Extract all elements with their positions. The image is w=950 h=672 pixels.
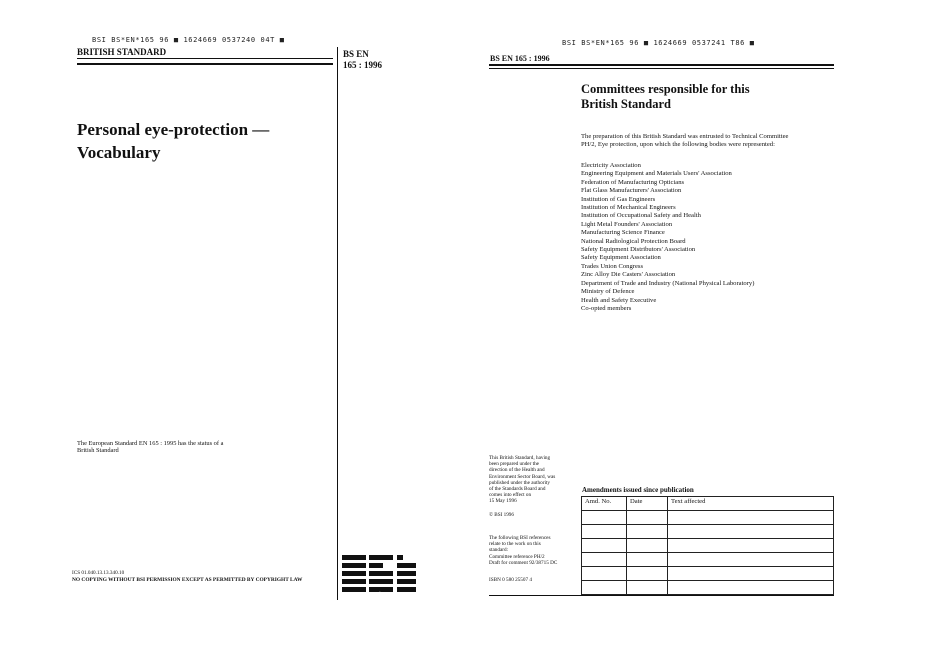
list-item: Flat Glass Manufacturers' Association (581, 187, 682, 195)
col-text-affected: Text affected (668, 497, 834, 511)
table-row (582, 581, 834, 595)
right-header-code: BSI BS*EN*165 96 ■ 1624669 0537241 T86 ■ (562, 39, 755, 47)
col-amd-no: Amd. No. (582, 497, 627, 511)
left-header-code: BSI BS*EN*165 96 ■ 1624669 0537240 04T ■ (92, 36, 285, 44)
header-rule-thin (77, 58, 333, 59)
bsi-references: The following BSI references relate to the work on this standard: Committee reference PH/2 Draft for comment 92/38715 DC (489, 535, 558, 566)
list-item: Trades Union Congress (581, 262, 644, 270)
list-item: Department of Trade and Industry (National Physical Laboratory) (581, 279, 755, 287)
list-item: Safety Equipment Distributors' Association (581, 246, 696, 254)
table-row (582, 553, 834, 567)
list-item: Institution of Gas Engineers (581, 195, 656, 203)
table-row (582, 511, 834, 525)
amendments-title: Amendments issued since publication (582, 486, 694, 494)
bsi-logo (342, 552, 416, 594)
col-date: Date (627, 497, 668, 511)
right-header-rule-thick (489, 64, 834, 66)
list-item: Electricity Association (581, 162, 641, 169)
list-item: Co-opted members (581, 304, 632, 312)
right-standard-number: BS EN 165 : 1996 (490, 54, 550, 63)
list-item: Federation of Manufacturing Opticians (581, 178, 685, 186)
list-item: Zinc Alloy Die Casters' Association (581, 271, 676, 279)
svg-text:BSI: BSI (379, 592, 381, 593)
committees-heading: Committees responsible for this British Standard (581, 82, 750, 111)
list-item: Manufacturing Science Finance (581, 229, 665, 237)
table-header-row (582, 497, 834, 511)
list-item: Light Metal Founders' Association (581, 220, 673, 228)
list-item: Ministry of Defence (581, 288, 635, 296)
committee-intro: The preparation of this British Standard was entrusted to Technical Committee PH/2, Eye protection, upon which the following bodies were represented: (581, 133, 789, 149)
table-row (582, 539, 834, 553)
status-note: The European Standard EN 165 : 1995 has the status of a British Standard (77, 440, 224, 455)
table-row (582, 567, 834, 581)
list-item: Institution of Occupational Safety and Health (581, 212, 701, 220)
vertical-divider (337, 47, 338, 600)
list-item: Engineering Equipment and Materials Users' Association (581, 170, 732, 178)
table-row (582, 525, 834, 539)
publication-note: This British Standard, having been prepared under the direction of the Health and Environment Sector Board, was published under the authority of the Standards Board and comes into effect on 15 May 1996 (489, 455, 556, 505)
right-header-rule-thin (489, 68, 834, 69)
organisation-list (581, 162, 754, 313)
standard-label: BRITISH STANDARD (77, 47, 167, 57)
list-item: National Radiological Protection Board (581, 237, 686, 245)
list-item: Institution of Mechanical Engineers (581, 204, 676, 212)
standard-number: BS EN 165 : 1996 (343, 49, 382, 70)
header-rule-thick (77, 63, 333, 65)
document-title: Personal eye-protection — Vocabulary (77, 120, 270, 162)
amendments-table (581, 496, 834, 595)
list-item: Safety Equipment Association (581, 254, 661, 262)
isbn: ISBN 0 580 25507 4 (489, 577, 532, 583)
footer-rule (489, 595, 834, 596)
bsi-copyright: © BSI 1996 (489, 512, 514, 518)
copyright-notice: NO COPYING WITHOUT BSI PERMISSION EXCEPT AS PERMITTED BY COPYRIGHT LAW (72, 577, 303, 583)
ics-code: ICS 01.040.13.13.340.10 (72, 570, 125, 576)
list-item: Health and Safety Executive (581, 296, 657, 304)
